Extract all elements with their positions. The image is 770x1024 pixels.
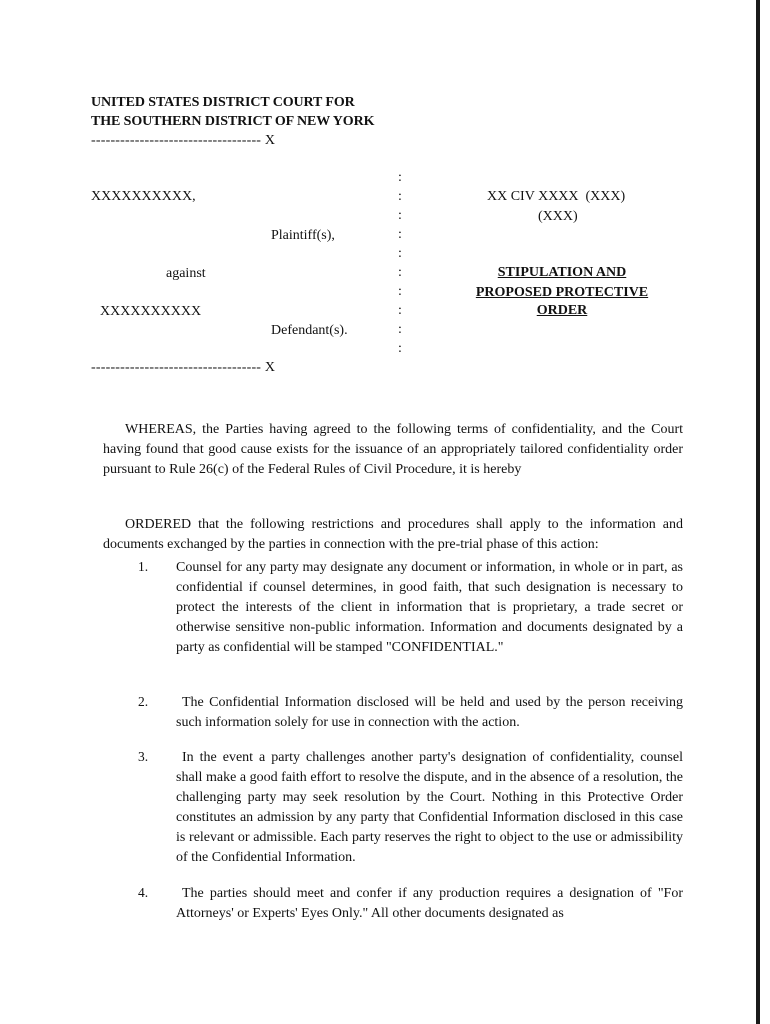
document-title-line1: STIPULATION AND — [497, 265, 627, 280]
caption-colon: : — [398, 284, 402, 299]
caption-colon: : — [398, 208, 402, 223]
defendant-label: Defendant(s). — [271, 323, 348, 338]
item-number: 2. — [138, 694, 149, 709]
caption-colon: : — [398, 322, 402, 337]
ordered-paragraph: ORDERED that the following restrictions and procedures shall apply to the information and documents exchanged by the parties in connection with the pre-trial phase of this action: — [103, 517, 683, 552]
caption-colon: : — [398, 303, 402, 318]
item-text: In the event a party challenges another party's designation of confidentiality, counsel shall make a good faith effort to resolve the dispute, and in the absence of a resolution, the challenging party may seek resolution by the Court. Nothing in this Protective Order constitutes an admission by any party that Confidential Information disclosed in this case is relevant or admissible. Each party reserves the right to object to the use or admissibility of the Confidential Information. — [176, 750, 683, 865]
caption-colon: : — [398, 265, 402, 280]
caption-colon: : — [398, 227, 402, 242]
court-name-line2: THE SOUTHERN DISTRICT OF NEW YORK — [91, 114, 375, 129]
against-label: against — [166, 266, 206, 281]
item-number: 4. — [138, 885, 149, 900]
item-text: Counsel for any party may designate any document or information, in whole or in part, as confidential if counsel determines, in good faith, that such designation is necessary to protect the interests of the client in information that is proprietary, a trade secret or otherwise sensitive non-public information. Information and documents designated by a party as confidential will be stamped "CONFIDENTIAL." — [176, 560, 683, 655]
caption-colon: : — [398, 189, 402, 204]
item-number: 3. — [138, 749, 149, 764]
case-number-line1: XX CIV XXXX (XXX) — [487, 189, 626, 204]
plaintiff-name: XXXXXXXXXX, — [91, 189, 196, 204]
court-name-line1: UNITED STATES DISTRICT COURT FOR — [91, 95, 355, 110]
item-number: 1. — [138, 559, 149, 574]
plaintiff-label: Plaintiff(s), — [271, 228, 335, 243]
item-text: The Confidential Information disclosed will be held and used by the person receiving such information solely for use in connection with the action. — [176, 695, 683, 730]
item-text: The parties should meet and confer if any production requires a designation of "For Attorneys' or Experts' Eyes Only." All other documents designated as — [176, 886, 683, 921]
caption-colon: : — [398, 170, 402, 185]
document-title-line3: ORDER — [536, 303, 588, 318]
caption-colon: : — [398, 341, 402, 356]
caption-colon: : — [398, 246, 402, 261]
document-title-line2: PROPOSED PROTECTIVE — [475, 285, 649, 300]
case-number-line2: (XXX) — [538, 209, 578, 224]
defendant-name: XXXXXXXXXX — [100, 304, 202, 319]
whereas-paragraph: WHEREAS, the Parties having agreed to the following terms of confidentiality, and the Court having found that good cause exists for the issuance of an appropriately tailored confidentiality order pursuant to Rule 26(c) of the Federal Rules of Civil Procedure, it is hereby — [103, 422, 683, 477]
page-edge-bar — [756, 0, 760, 1024]
caption-top-divider: ----------------------------------- X — [91, 133, 276, 148]
caption-bottom-divider: ----------------------------------- X — [91, 360, 276, 375]
